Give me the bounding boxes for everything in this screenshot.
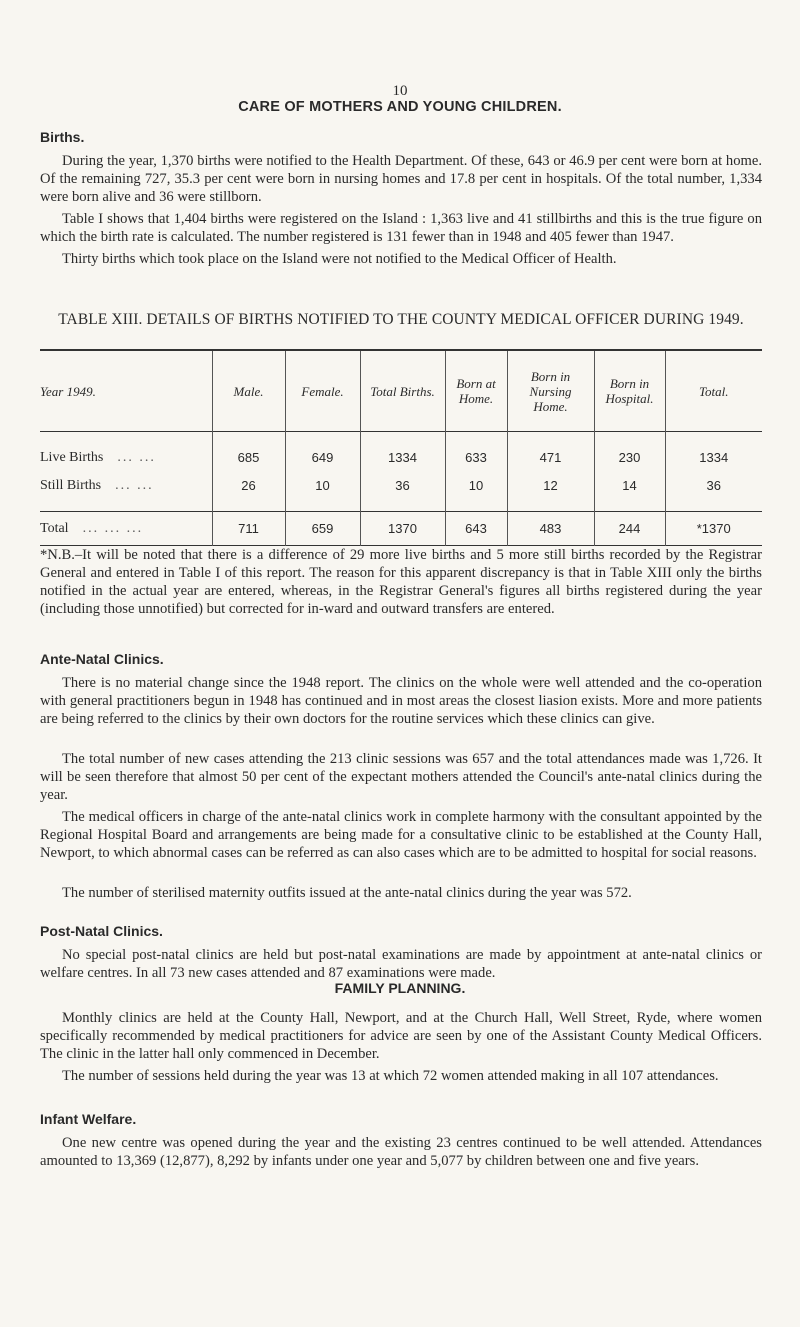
antenatal-paragraph-4: The number of sterilised maternity outfits issued at the ante-natal clinics during the year was 572.	[62, 885, 632, 901]
antenatal-heading: Ante-Natal Clinics.	[40, 651, 164, 667]
table-cell: 1334	[665, 432, 762, 474]
table-footnote: *N.B.–It will be noted that there is a difference of 29 more live births and 5 more still births recorded by the Registrar General and entered in Table I of this report. The reason for this apparent discrepancy is that in Table XIII only the births notified in the actual year are entered, whereas, in the Registrar General's figures all births registered during the year (including those unnotified) but corrected for in-ward and outward transfers are entered.	[40, 547, 762, 617]
postnatal-heading: Post-Natal Clinics.	[40, 923, 163, 939]
table-cell: 483	[507, 512, 594, 546]
table-row	[40, 474, 762, 512]
table-cell: 14	[594, 474, 665, 512]
row-label: Live Births ... ...	[40, 449, 156, 465]
table-cell: 10	[445, 474, 507, 512]
births-paragraph-2: Table I shows that 1,404 births were registered on the Island : 1,363 live and 41 stillbirths and this is the true figure on which the birth rate is calculated. The number registered is 131 fewer than in 1948 and 405 fewer than 1947.	[40, 211, 762, 245]
infant-welfare-paragraph-1: One new centre was opened during the year and the existing 23 centres continued to be well attended. Attendances amounted to 13,369 (12,877), 8,292 by infants under one year and 5,077 by children between one and five years.	[40, 1135, 762, 1169]
table-row	[40, 432, 762, 474]
page-title: CARE OF MOTHERS AND YOUNG CHILDREN.	[238, 99, 562, 115]
header-born-at-home: Born at Home.	[445, 350, 507, 432]
table-cell: 12	[507, 474, 594, 512]
table-cell: 633	[445, 432, 507, 474]
family-planning-paragraph-2: The number of sessions held during the year was 13 at which 72 women attended making in all 107 attendances.	[62, 1068, 719, 1084]
table-cell: 36	[665, 474, 762, 512]
table-cell: 10	[285, 474, 360, 512]
table-cell: 471	[507, 432, 594, 474]
family-planning-heading: FAMILY PLANNING.	[334, 980, 466, 996]
header-born-hospital: Born in Hospital.	[594, 350, 665, 432]
header-female: Female.	[285, 350, 360, 432]
births-heading: Births.	[40, 129, 85, 145]
antenatal-paragraph-2: The total number of new cases attending the 213 clinic sessions was 657 and the total attendances made was 1,726. It will be seen therefore that almost 50 per cent of the expectant mothers attended the Council's ante-natal clinics during the year.	[40, 751, 762, 803]
table-cell: 230	[594, 432, 665, 474]
row-label: Total ... ... ...	[40, 520, 144, 536]
table-cell: 1370	[360, 512, 445, 546]
table-cell: 685	[212, 432, 285, 474]
table-cell: 244	[594, 512, 665, 546]
table-total-row	[40, 512, 762, 546]
header-male: Male.	[212, 350, 285, 432]
table-cell: 36	[360, 474, 445, 512]
births-paragraph-1: During the year, 1,370 births were notified to the Health Department. Of these, 643 or 46.9 per cent were born at home. Of the remaining 727, 35.3 per cent were born in nursing homes and 17.8 per cent in hospitals. Of the total number, 1,334 were born alive and 36 were stillborn.	[40, 153, 762, 205]
table-cell: 643	[445, 512, 507, 546]
table-header-row	[40, 350, 762, 432]
family-planning-paragraph-1: Monthly clinics are held at the County Hall, Newport, and at the Church Hall, Well Street, Ryde, where women specifically recommended by medical practitioners for advice are seen by one of the Assistant County Medical Officers. The clinic in the latter hall only commenced in December.	[40, 1010, 762, 1062]
table-cell: 26	[212, 474, 285, 512]
antenatal-paragraph-1: There is no material change since the 1948 report. The clinics on the whole were well attended and the co-operation with general practitioners begun in 1948 has continued and in most areas the closest liasion exists. More and more patients are being referred to the clinics by their own doctors for the routine services which these clinics can give.	[40, 675, 762, 727]
table-caption: TABLE XIII. DETAILS OF BIRTHS NOTIFIED TO THE COUNTY MEDICAL OFFICER DURING 1949.	[58, 311, 744, 328]
header-total-births: Total Births.	[360, 350, 445, 432]
page-number: 10	[392, 83, 408, 99]
antenatal-paragraph-3: The medical officers in charge of the ante-natal clinics work in complete harmony with the consultant appointed by the Regional Hospital Board and arrangements are being made for a consultative clinic to be established at the County Hall, Newport, to which abnormal cases can be referred as can also cases which are to be admitted to hospital for social reasons.	[40, 809, 762, 861]
header-year: Year 1949.	[40, 383, 96, 399]
table-cell: 711	[212, 512, 285, 546]
births-paragraph-3: Thirty births which took place on the Island were not notified to the Medical Officer of Health.	[62, 251, 617, 267]
table-cell: 1334	[360, 432, 445, 474]
table-cell: 659	[285, 512, 360, 546]
postnatal-paragraph-1: No special post-natal clinics are held but post-natal examinations are made by appointment at ante-natal clinics or welfare centres. In all 73 new cases attended and 87 examinations were made.	[40, 947, 762, 981]
births-table	[40, 349, 762, 546]
table-cell: *1370	[665, 512, 762, 546]
infant-welfare-heading: Infant Welfare.	[40, 1111, 137, 1127]
header-total: Total.	[665, 350, 762, 432]
row-label: Still Births ... ...	[40, 478, 154, 494]
table-cell: 649	[285, 432, 360, 474]
header-born-nursing-home: Born in Nursing Home.	[507, 350, 594, 432]
